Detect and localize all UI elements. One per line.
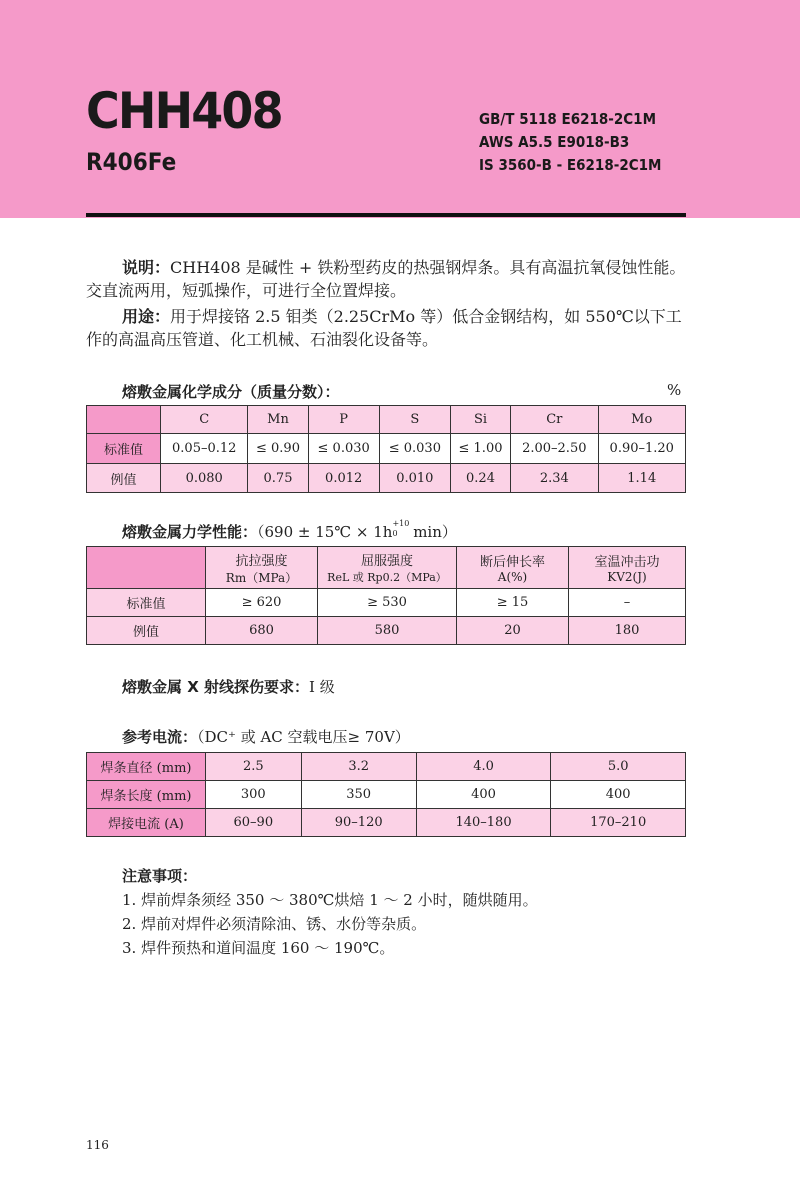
header-rule <box>86 213 686 217</box>
xray-value: I 级 <box>309 678 335 696</box>
description-text: CHH408 是碱性 + 铁粉型药皮的热强钢焊条。具有高温抗氧侵蚀性能。交直流两用，短弧操作，可进行全位置焊接。 <box>86 258 686 300</box>
table-row: 焊接电流 (A) 60–90 90–120 140–180 170–210 <box>87 809 686 837</box>
table-row: 标准值 0.05–0.12 ≤ 0.90 ≤ 0.030 ≤ 0.030 ≤ 1.00 2.00–2.50 0.90–1.20 <box>87 434 686 464</box>
note-item: 3. 焊件预热和道间温度 160 ～ 190℃。 <box>122 939 395 957</box>
chem-unit: % <box>667 381 682 399</box>
note-item: 1. 焊前焊条须经 350 ～ 380℃烘焙 1 ～ 2 小时，随烘随用。 <box>122 891 538 909</box>
page-number: 116 <box>86 1138 109 1152</box>
table-row: 抗拉强度 Rm（MPa） 屈服强度 ReL 或 Rp0.2（MPa） 断后伸长率 A(%) 室温冲击功 KV2(J) <box>87 547 686 589</box>
chem-table <box>86 405 686 493</box>
table-row: 例值 0.080 0.75 0.012 0.010 0.24 2.34 1.14 <box>87 464 686 493</box>
standard-aws: AWS A5.5 E9018-B3 <box>479 133 630 151</box>
note-item: 2. 焊前对焊件必须清除油、锈、水份等杂质。 <box>122 915 427 933</box>
mech-condition: （690 ± 15℃ × 1h +10 0 min） <box>257 519 457 541</box>
sub-model: R406Fe <box>86 148 177 176</box>
current-condition: （DC⁺ 或 AC 空载电压≥ 70V） <box>197 728 410 746</box>
header-band <box>0 0 800 218</box>
current-title: 参考电流：（DC⁺ 或 AC 空载电压≥ 70V） <box>122 728 410 746</box>
table-row: C Mn P S Si Cr Mo <box>87 406 686 434</box>
description-paragraph <box>86 256 690 302</box>
table-row: 焊条长度 (mm) 300 350 400 400 <box>87 781 686 809</box>
usage-text: 用于焊接铬 2.5 钼类（2.25CrMo 等）低合金钢结构，如 550℃以下工作的高温高压管道、化工机械、石油裂化设备等。 <box>86 307 682 349</box>
mech-title: 熔敷金属力学性能：（690 ± 15℃ × 1h +10 0 min） <box>122 519 457 541</box>
usage-paragraph <box>86 305 690 351</box>
usage-label: 用途： <box>122 307 171 326</box>
model-title: CHH408 <box>86 82 282 140</box>
mech-table <box>86 546 686 645</box>
standards-list <box>479 108 661 177</box>
description-label: 说明： <box>122 258 171 277</box>
xray-title: 熔敷金属 X 射线探伤要求：I 级 <box>122 678 335 696</box>
standard-gb: GB/T 5118 E6218-2C1M <box>479 110 657 128</box>
standard-is: IS 3560-B - E6218-2C1M <box>479 156 662 174</box>
table-row: 标准值 ≥ 620 ≥ 530 ≥ 15 – <box>87 589 686 617</box>
table-row: 例值 680 580 20 180 <box>87 617 686 645</box>
current-table <box>86 752 686 837</box>
chem-title: 熔敷金属化学成分（质量分数）： <box>122 383 340 401</box>
notes-title: 注意事项： <box>122 867 198 885</box>
notes-block <box>122 864 538 960</box>
table-row: 焊条直径 (mm) 2.5 3.2 4.0 5.0 <box>87 753 686 781</box>
